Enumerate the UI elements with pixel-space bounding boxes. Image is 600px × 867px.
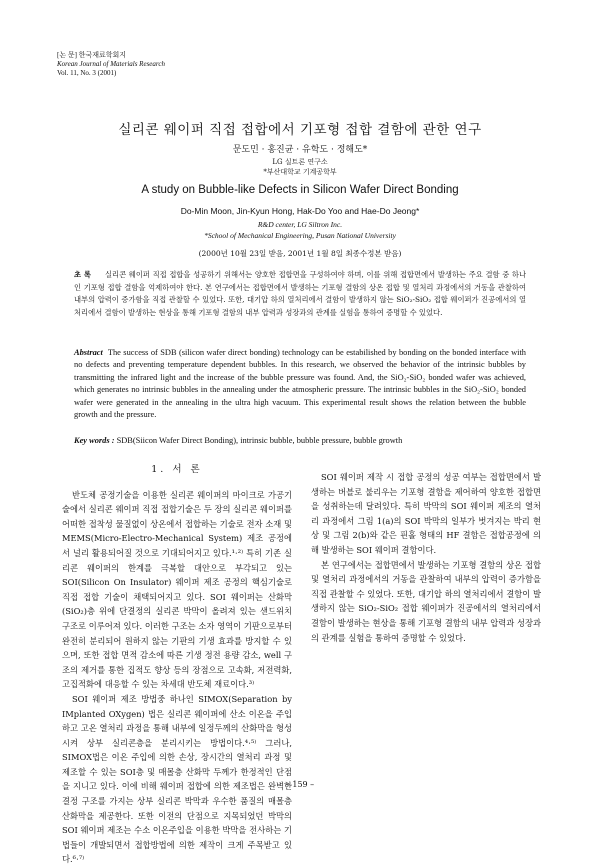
keywords-label: Key words : [74,436,115,445]
abstract-ko-label: 초 록 [74,270,91,279]
journal-header [57,51,165,78]
authors-korean: 문도민 · 홍진균 · 유학도 · 정해도* [232,145,368,155]
title-english: A study on Bubble-like Defects in Silicon Wafer Direct Bonding [141,184,459,196]
keywords-text: SDB(Siicon Wafer Direct Bonding), intrinsic bubble, bubble pressure, bubble growth [116,436,403,445]
journal-name-ko: [논 문] 한국재료학회지 [57,51,127,59]
abstract-en-label: Abstract [74,348,103,357]
keywords [74,436,526,445]
affiliation-korean [0,157,600,177]
abstract-korean [74,269,526,319]
abstract-ko-text: 실리콘 웨이퍼 직접 접합을 성공하기 위해서는 양호한 접합면을 구성하여야 하며, 이를 위해 접합면에서 발생하는 주요 결함 중 하나인 기포형 접합 결함을 억제하여야 한다. 본 연구에서는 접합면에서 발생하는 기포형 결함의 상온 접합 및 열처리 과정에서의 거동을 관찰하여 내부의 압력이 증가함을 직접 관찰할 수 있었다. 또한, 대기압 하의 열처리에서 결함이 발생하지 않는 SiO₂-SiO₂ 접합 웨이퍼가 진공에서의 열처리에서 결함이 발생하는 현상을 통해 기포형 결함의 내부 압력과 성장과의 관계를 실험을 통하여 증명할 수 있었다. [74,270,526,317]
body-column-right [311,470,541,645]
affiliation-en-1: R&D center, LG Siltron Inc. [257,220,343,229]
body-paragraph-4: 본 연구에서는 접합면에서 발생하는 기포형 결함의 상온 접합 및 열처리 과정에서의 거동을 관찰하여 내부의 압력이 증가함을 직접 관찰할 수 있었다. 또한, 대기압 하의 열처리에서 결함이 발생하지 않는 SiO₂-SiO₂ 접합 웨이퍼가 진공에서의 열처리에서 결함이 발생하는 현상을 통해 기포형 결함의 내부 압력과 성장과의 관계를 실험을 통하여 증명할 수 있었다. [311,559,541,643]
body-paragraph-2: SOI 웨이퍼 제조 방법중 하나인 SIMOX(Separation by IMplanted OXygen) 법은 실리콘 웨이퍼에 산소 이온을 주입하고 고온 열처리 과정을 통해 내부에 일정두께의 산화막을 형성시켜 상부 실리콘층을 분리시키는 방법이다.⁴⋅⁵⁾ 그러나, SIMOX법은 이온 주입에 의한 손상, 장시간의 열처리 과정 및 제조할 수 있는 SOI층 및 매몰층 산화막 두께가 한정적인 단점을 지니고 있다. 이에 비해 웨이퍼 접합에 의한 제조법은 완벽한 결정 구조를 가지는 상부 실리콘 박막과 우수한 품질의 매몰층 산화막을 제공한다. 또한 이전의 단점으로 지목되었던 박막의 SOI 웨이퍼 제조는 수소 이온주입을 이용한 박막을 전사하는 기법들이 개발되면서 접합방법에 의한 제작이 크게 주목받고 있다.⁶⋅⁷⁾ [62,693,292,865]
page-number: – 159 – [285,780,315,789]
received-dates: (2000년 10월 23일 받음, 2001년 1월 8일 최종수정본 받음) [198,249,402,258]
abstract-english [74,347,526,421]
affiliation-english [0,219,600,241]
body-paragraph-3: SOI 웨이퍼 제작 시 접합 공정의 성공 여부는 접합면에서 발생하는 버블로 불리우는 기포형 결함을 제어하여 양호한 접합면을 성취하는데 달려있다. 특히 박막의 SOI 웨이퍼 제조의 열처리 과정에서 그림 1(a)의 SOI 박막의 일부가 벗겨지는 박리 현상 및 그림 2(b)와 같은 핀홀 형태의 HF 결함은 접합공정에 의해 발생하는 SOI 웨이퍼 결함이다. [311,472,541,555]
body-column-left [62,457,292,865]
authors-english: Do-Min Moon, Jin-Kyun Hong, Hak-Do Yoo and Hae-Do Jeong* [180,206,420,216]
title-korean: 실리콘 웨이퍼 직접 접합에서 기포형 접합 결함에 관한 연구 [118,122,482,138]
affiliation-ko-1: LG 실트론 연구소 [272,158,328,166]
section-heading: 1. 서 론 [151,464,203,475]
journal-name-en: Korean Journal of Materials Research [57,60,165,68]
abstract-en-text: The success of SDB (silicon wafer direct bonding) technology can be estabilished by bonding on the bonded interface with no defects and preventing temperature dependent bubbles. In this research, we observed the behavior of the intrinsic bubbles by transmitting the infrared light and the increase of the bubble pressure was found. And, the SiO₂-SiO₂ bonded wafer was achieved, which generates no intrinsic bubbles in the annealing under the atmospheric pressure. The intrinsic bubbles in the SiO₂-SiO₂ bonded wafer were generated in the annealing in the ultra high vacuum. This experimental result shows the relation between the bubble growth and the pressure. [74,348,526,420]
affiliation-en-2: *School of Mechanical Engineering, Pusan National University [204,231,396,240]
body-paragraph-1: 반도체 공정기술을 이용한 실리콘 웨이퍼의 마이크로 가공기술에서 실리콘 웨이퍼 직접 접합기술은 두 장의 실리콘 웨이퍼를 어떠한 접착성 물질없이 상온에서 접합하는 기술로 전자 소재 및 MEMS(Micro-Electro-Mechanical System) 제조 공정에서 널리 활용되어질 것으로 기대되어지고 있다.¹⋅²⁾ 특히 기존 실리콘 웨이퍼의 한계를 극복할 대안으로 부각되고 있는 SOI(Silicon On Insulator) 웨이퍼 제조 공정의 핵심기술로 직접 접합 기술이 채택되어지고 있다. SOI 웨이퍼는 산화막(SiO₂)층 위에 단결정의 실리콘 박막이 올려져 있는 샌드위치 구조로 이루어져 있다. 이러한 구조는 소자 영역이 기판으로부터 완전히 분리되어 원하지 않는 기판의 기생 효과를 방지할 수 있으며, 또한 접합 면적 감소에 따른 기생 정전 용량 감소, well 구조의 제거를 통한 집적도 향상 등의 장점으로 고속화, 저전력화, 고집적화에 대응할 수 있는 차세대 반도체 재료이다.³⁾ [62,489,292,690]
affiliation-ko-2: *부산대학교 기계공학부 [263,168,337,176]
journal-volume: Vol. 11, No. 3 (2001) [57,69,117,77]
